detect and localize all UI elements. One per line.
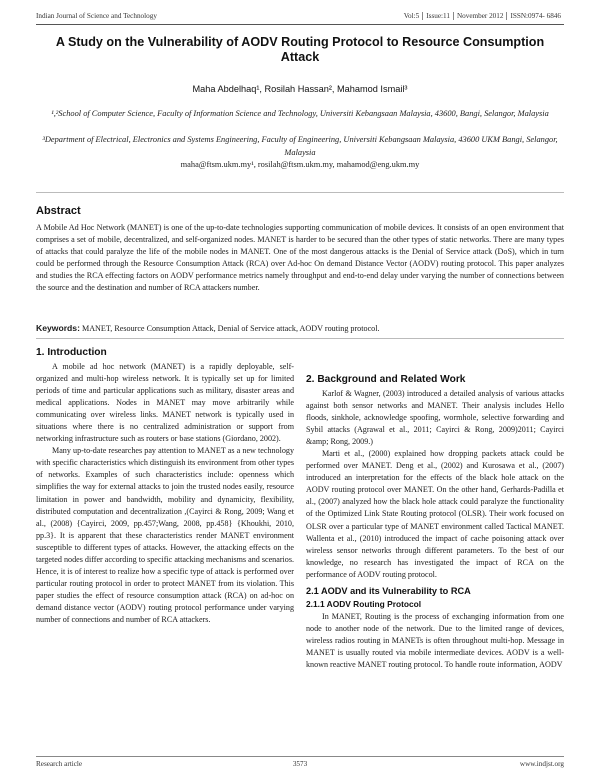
affiliation-2: ³Department of Electrical, Electronics and Systems Engineering, Faculty of Engineering, Universiti Kebangsaan Malaysia, 43600 UKM Bangi, Selangor, Malaysia xyxy=(42,135,558,157)
subsection-heading: 2.1 AODV and its Vulnerability to RCA xyxy=(306,585,471,596)
page-footer xyxy=(36,760,564,770)
journal-name: Indian Journal of Science and Technology xyxy=(36,12,157,20)
subsubsection-heading: 2.1.1 AODV Routing Protocol xyxy=(306,598,422,609)
website: www.indjst.org xyxy=(519,760,564,768)
keywords xyxy=(36,323,564,333)
header-divider xyxy=(36,24,564,25)
paragraph: In MANET, Routing is the process of exchanging information from one node to another node of the network. Due to the limited range of devices, wireless radios routing in MANETs is often throughout multi-hop. Message in MANET is usually routed via mobile intermediate devices. AODV is a well-known reactive MANET routing protocol. To handle route information, AODV xyxy=(306,611,564,669)
paragraph: A mobile ad hoc network (MANET) is a rapidly deployable, self-organized and multi-hop wireless network. It is typically set up for limited periods of time and particular applications such as military, disaster areas and medical applications. Nodes in MANET may move arbitrarily while communicating over wireless links. MANET network is typically used in situations where there is no centralized administration or support from networking infrastructure such as routers or base stations (Giordano, 2002). xyxy=(36,362,294,444)
section-heading-introduction: 1. Introduction xyxy=(36,347,107,358)
date: November 2012 xyxy=(453,12,507,20)
authors: Maha Abdelhaq¹, Rosilah Hassan², Mahamod Ismail³ xyxy=(192,84,408,94)
divider xyxy=(36,192,564,193)
divider xyxy=(36,338,564,339)
footer-divider xyxy=(36,756,564,757)
page-number: 3573 xyxy=(292,760,308,768)
issn: ISSN:0974- 6846 xyxy=(506,12,564,20)
paper-title: A Study on the Vulnerability of AODV Routing Protocol to Resource Consumption Attack xyxy=(55,35,545,64)
left-column xyxy=(36,346,294,626)
keywords-label: Keywords: xyxy=(36,323,80,333)
issue-meta xyxy=(401,12,564,20)
author-emails: maha@ftsm.ukm.my¹, rosilah@ftsm.ukm.my, mahamod@eng.ukm.my xyxy=(180,160,420,169)
affiliation-1: ¹,²School of Computer Science, Faculty of Information Science and Technology, Universiti Kebangsaan Malaysia, 43600, Bangi, Selangor, Malaysia xyxy=(51,109,549,118)
section-heading-background: 2. Background and Related Work xyxy=(306,374,466,385)
article-type: Research article xyxy=(36,760,83,768)
keywords-text: MANET, Resource Consumption Attack, Denial of Service attack, AODV routing protocol. xyxy=(79,324,380,333)
abstract-body: A Mobile Ad Hoc Network (MANET) is one of the up-to-date technologies supporting communication of mobile devices. It consists of an open environment that comprises a set of mobile, decentralized, and self-organized nodes. MANET is harder to be secured than the other types of static networks. There are many types of attacks that could paralyze the life of the mobile nodes in MANET. One of the most dangerous attacks is the Denial of Service attack (DoS), which in turn could be performed through the Resource Consumption Attack (RCA) over Ad-hoc On demand Distance Vector (AODV) routing protocol. This paper analyzes and studies the RCA effecting factors on AODV performance metrics namely throughput and end-to-end delay under varying the number of connections between the source and the destination and number of RCA attackers number. xyxy=(36,223,564,293)
issue: Issue:11 xyxy=(422,12,453,20)
paragraph: Karlof & Wagner, (2003) introduced a detailed analysis of various attacks against both sensor networks and MANET. Their analysis includes Hello floods, sinkhole, acknowledge spoofing, wormhole, selective forwarding and Sybil attacks (Agrawal et al., 2011; Cayirci & Rong, 2009)2011; Cayirci &amp; Rong, 2009.) xyxy=(306,389,564,447)
abstract-heading: Abstract xyxy=(36,205,81,217)
volume: Vol:5 xyxy=(403,12,420,20)
paragraph: Many up-to-date researches pay attention to MANET as a new technology with specific characteristics which distinguish its environment from other types of networks. Examples of such characteristics include: openness which simplifies the way for external attacks to join the trusted nodes easily, resource limitation in power and bandwidth, mobility and dynamicity, flexibility, distributed computation and decentralization ,(Cayirci & Rong, 2009; Wang et al., (2008) {Cayirci, 2009, pp.457;Wang, 2008, pp.458} {Khoukhi, 2010, pp.3}. It is apparent that these characteristics render MANET environment susceptible to different types of attacks. However, the attacking effects on the targeted nodes differ according to specific attacking mechanisms and scenarios. Hence, it is of interest to realize how a specific type of attack is performed over particular routing protocol in order to protect MANET from its violation. This paper studies the effect of resource consumption attack (RCA) on ad-hoc on demand distance vector (AODV) routing protocol performance under varying number of connections and number of RCA attackers. xyxy=(36,446,294,624)
right-column xyxy=(306,373,564,671)
paragraph: Marti et al., (2000) explained how dropping packets attack could be performed over MANET. Deng et al., (2002) and Kurosawa et al., (2007) introduced an interpretation for the effects of the black hole attack on the AODV routing protocol over MANET. On the other hand, Gerhards-Padilla et al., (2007) analyzed how the black hole attack could paralyze the functionality of the Optimized Link State Routing protocol (OLSR). Their work focused on OLSR over a particular type of MANET environment called Tactical MANET. Wallenta et al., (2010) introduced the impact of cache poisoning attack over wireless sensor networks through different parameters. To the best of our knowledge, no research has investigated the impact of RCA on the performance of AODV routing protocol. xyxy=(306,449,564,579)
